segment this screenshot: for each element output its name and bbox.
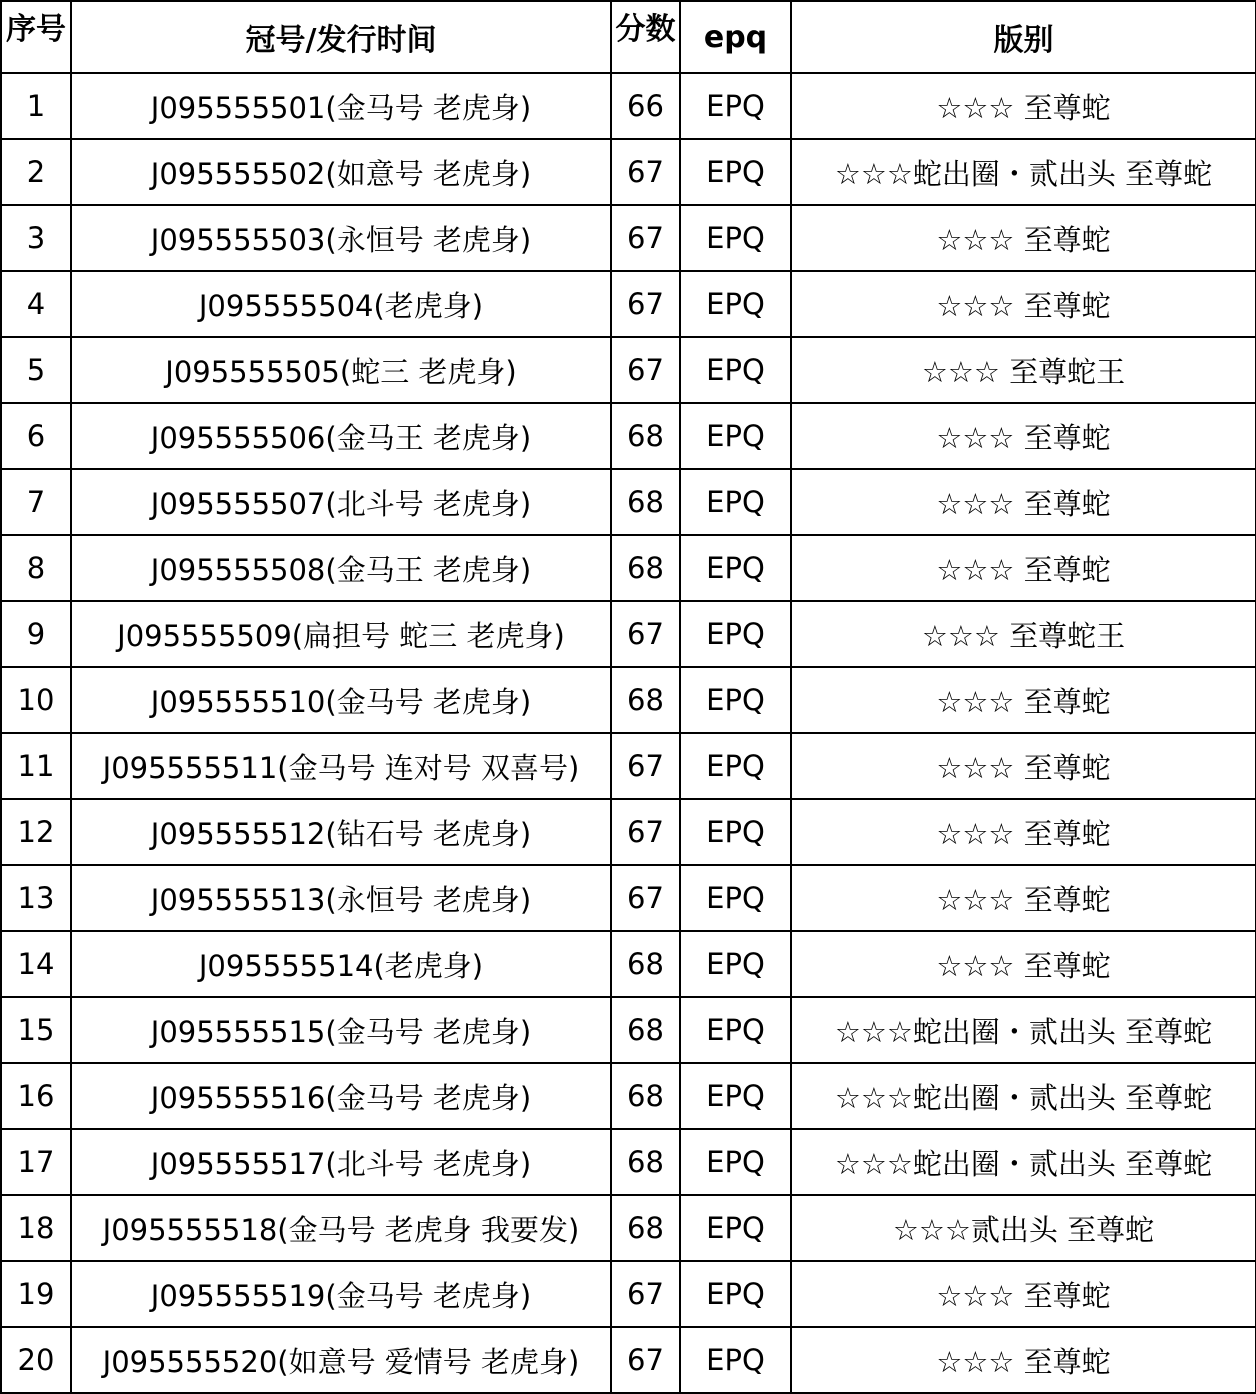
- serial-number-cell: J095555507(北斗号 老虎身): [71, 469, 611, 535]
- epq-cell: EPQ: [680, 997, 791, 1063]
- serial-number-cell: J095555518(金马号 老虎身 我要发): [71, 1195, 611, 1261]
- epq-cell: EPQ: [680, 139, 791, 205]
- grade-score-cell: 67: [611, 139, 680, 205]
- edition-cell: ☆☆☆ 至尊蛇: [791, 1261, 1256, 1327]
- epq-cell: EPQ: [680, 73, 791, 139]
- serial-number-cell: J095555506(金马王 老虎身): [71, 403, 611, 469]
- epq-cell: EPQ: [680, 733, 791, 799]
- row-index-cell: 14: [1, 931, 71, 997]
- grade-score-cell: 68: [611, 469, 680, 535]
- edition-cell: ☆☆☆ 至尊蛇: [791, 535, 1256, 601]
- table-row: [1, 997, 1256, 1063]
- epq-cell: EPQ: [680, 337, 791, 403]
- table-row: [1, 931, 1256, 997]
- row-index-cell: 2: [1, 139, 71, 205]
- serial-number-cell: J095555519(金马号 老虎身): [71, 1261, 611, 1327]
- grade-score-cell: 68: [611, 1129, 680, 1195]
- table-row: [1, 1129, 1256, 1195]
- row-index-cell: 16: [1, 1063, 71, 1129]
- edition-cell: ☆☆☆蛇出圈・贰出头 至尊蛇: [791, 1063, 1256, 1129]
- grade-score-cell: 66: [611, 73, 680, 139]
- serial-number-cell: J095555508(金马王 老虎身): [71, 535, 611, 601]
- epq-cell: EPQ: [680, 205, 791, 271]
- table-row: [1, 469, 1256, 535]
- header-epq: epq: [680, 1, 791, 73]
- grade-score-cell: 68: [611, 403, 680, 469]
- grade-score-cell: 67: [611, 601, 680, 667]
- grade-score-cell: 67: [611, 1327, 680, 1393]
- header-serial: 冠号/发行时间: [71, 1, 611, 73]
- grade-score-cell: 67: [611, 337, 680, 403]
- edition-cell: ☆☆☆ 至尊蛇王: [791, 337, 1256, 403]
- row-index-cell: 9: [1, 601, 71, 667]
- header-edition: 版别: [791, 1, 1256, 73]
- row-index-cell: 12: [1, 799, 71, 865]
- grade-score-cell: 67: [611, 865, 680, 931]
- epq-cell: EPQ: [680, 931, 791, 997]
- epq-cell: EPQ: [680, 403, 791, 469]
- row-index-cell: 15: [1, 997, 71, 1063]
- row-index-cell: 8: [1, 535, 71, 601]
- edition-cell: ☆☆☆ 至尊蛇: [791, 799, 1256, 865]
- epq-cell: EPQ: [680, 1063, 791, 1129]
- edition-cell: ☆☆☆ 至尊蛇王: [791, 601, 1256, 667]
- row-index-cell: 3: [1, 205, 71, 271]
- epq-cell: EPQ: [680, 271, 791, 337]
- grade-score-cell: 67: [611, 205, 680, 271]
- epq-cell: EPQ: [680, 535, 791, 601]
- epq-cell: EPQ: [680, 469, 791, 535]
- table-row: [1, 1195, 1256, 1261]
- table-row: [1, 205, 1256, 271]
- grade-score-cell: 68: [611, 931, 680, 997]
- table-row: [1, 73, 1256, 139]
- table-row: [1, 139, 1256, 205]
- header-score: 分数: [611, 1, 680, 73]
- header-row: [1, 1, 1256, 73]
- grade-score-cell: 68: [611, 535, 680, 601]
- table-row: [1, 601, 1256, 667]
- epq-cell: EPQ: [680, 799, 791, 865]
- edition-cell: ☆☆☆蛇出圈・贰出头 至尊蛇: [791, 139, 1256, 205]
- row-index-cell: 10: [1, 667, 71, 733]
- serial-number-cell: J095555510(金马号 老虎身): [71, 667, 611, 733]
- grade-score-cell: 68: [611, 667, 680, 733]
- serial-number-cell: J095555502(如意号 老虎身): [71, 139, 611, 205]
- epq-cell: EPQ: [680, 1129, 791, 1195]
- edition-cell: ☆☆☆ 至尊蛇: [791, 73, 1256, 139]
- edition-cell: ☆☆☆贰出头 至尊蛇: [791, 1195, 1256, 1261]
- edition-cell: ☆☆☆ 至尊蛇: [791, 931, 1256, 997]
- row-index-cell: 1: [1, 73, 71, 139]
- row-index-cell: 13: [1, 865, 71, 931]
- table-row: [1, 1063, 1256, 1129]
- epq-cell: EPQ: [680, 865, 791, 931]
- grade-score-cell: 68: [611, 997, 680, 1063]
- edition-cell: ☆☆☆ 至尊蛇: [791, 271, 1256, 337]
- edition-cell: ☆☆☆ 至尊蛇: [791, 733, 1256, 799]
- epq-cell: EPQ: [680, 601, 791, 667]
- row-index-cell: 7: [1, 469, 71, 535]
- row-index-cell: 20: [1, 1327, 71, 1393]
- row-index-cell: 5: [1, 337, 71, 403]
- table-row: [1, 535, 1256, 601]
- row-index-cell: 11: [1, 733, 71, 799]
- table-row: [1, 733, 1256, 799]
- serial-number-cell: J095555501(金马号 老虎身): [71, 73, 611, 139]
- table-row: [1, 337, 1256, 403]
- serial-number-cell: J095555516(金马号 老虎身): [71, 1063, 611, 1129]
- table-row: [1, 799, 1256, 865]
- serial-number-cell: J095555513(永恒号 老虎身): [71, 865, 611, 931]
- row-index-cell: 6: [1, 403, 71, 469]
- row-index-cell: 18: [1, 1195, 71, 1261]
- serial-number-cell: J095555514(老虎身): [71, 931, 611, 997]
- table-body: [1, 73, 1256, 1393]
- grade-score-cell: 67: [611, 733, 680, 799]
- table-row: [1, 1327, 1256, 1393]
- epq-cell: EPQ: [680, 1327, 791, 1393]
- serial-number-cell: J095555515(金马号 老虎身): [71, 997, 611, 1063]
- grade-score-cell: 68: [611, 1195, 680, 1261]
- row-index-cell: 17: [1, 1129, 71, 1195]
- serial-number-cell: J095555503(永恒号 老虎身): [71, 205, 611, 271]
- edition-cell: ☆☆☆ 至尊蛇: [791, 865, 1256, 931]
- serial-number-cell: J095555509(扁担号 蛇三 老虎身): [71, 601, 611, 667]
- epq-cell: EPQ: [680, 1261, 791, 1327]
- serial-number-cell: J095555512(钻石号 老虎身): [71, 799, 611, 865]
- serial-number-cell: J095555511(金马号 连对号 双喜号): [71, 733, 611, 799]
- epq-cell: EPQ: [680, 1195, 791, 1261]
- edition-cell: ☆☆☆ 至尊蛇: [791, 1327, 1256, 1393]
- grade-score-cell: 67: [611, 271, 680, 337]
- row-index-cell: 19: [1, 1261, 71, 1327]
- table-row: [1, 403, 1256, 469]
- table-row: [1, 1261, 1256, 1327]
- epq-cell: EPQ: [680, 667, 791, 733]
- edition-cell: ☆☆☆蛇出圈・贰出头 至尊蛇: [791, 1129, 1256, 1195]
- serial-number-cell: J095555520(如意号 爱情号 老虎身): [71, 1327, 611, 1393]
- serial-number-cell: J095555505(蛇三 老虎身): [71, 337, 611, 403]
- serial-number-cell: J095555504(老虎身): [71, 271, 611, 337]
- grade-score-cell: 67: [611, 1261, 680, 1327]
- table-row: [1, 667, 1256, 733]
- serial-number-cell: J095555517(北斗号 老虎身): [71, 1129, 611, 1195]
- header-index: 序号: [1, 1, 71, 73]
- table-row: [1, 271, 1256, 337]
- table-row: [1, 865, 1256, 931]
- row-index-cell: 4: [1, 271, 71, 337]
- edition-cell: ☆☆☆ 至尊蛇: [791, 205, 1256, 271]
- grade-score-cell: 67: [611, 799, 680, 865]
- edition-cell: ☆☆☆ 至尊蛇: [791, 667, 1256, 733]
- edition-cell: ☆☆☆ 至尊蛇: [791, 469, 1256, 535]
- edition-cell: ☆☆☆蛇出圈・贰出头 至尊蛇: [791, 997, 1256, 1063]
- edition-cell: ☆☆☆ 至尊蛇: [791, 403, 1256, 469]
- grade-score-cell: 68: [611, 1063, 680, 1129]
